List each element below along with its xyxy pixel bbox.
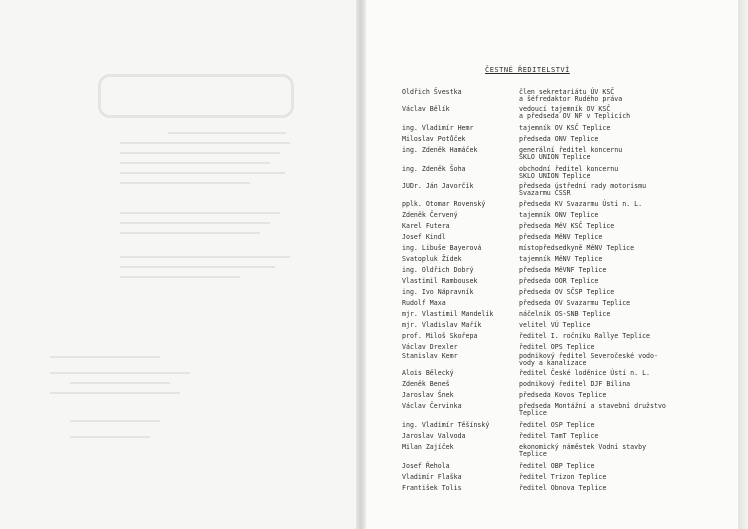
member-function: ředitel TamT Teplice [519,432,599,440]
member-function: ředitel Trizon Teplice [519,473,607,481]
member-function: ředitel Obnova Teplice [519,484,607,492]
show-through-line [120,222,270,224]
member-function: tajemník OV KSČ Teplice [519,124,611,132]
show-through-line [120,142,290,144]
member-name: Václav Drexler [402,343,458,351]
member-name: JUDr. Ján Javorčík [402,182,474,190]
member-function: velitel VÚ Teplice [519,321,591,329]
show-through-line [120,152,280,154]
left-page [0,0,360,529]
member-function: ekonomický náměstek Vodní stavby Teplice [519,443,647,459]
member-name: Milan Zajíček [402,443,454,451]
member-function: ředitel OSP Teplice [519,421,595,429]
member-function: člen sekretariátu ÚV KSČ a šéfredaktor Rudého práva [519,88,623,104]
member-function: tajemník MěNV Teplice [519,255,603,263]
member-function: předseda ONV Teplice [519,135,599,143]
member-name: mjr. Vladislav Mařík [402,321,482,329]
show-through-line [120,266,275,268]
member-name: Alois Bělecký [402,369,454,377]
member-name: Václav Červinka [402,402,462,410]
member-function: místopředsedkyně MěNV Teplice [519,244,635,252]
member-function: předseda OV SČSP Teplice [519,288,615,296]
member-function: předseda Kovos Teplice [519,391,607,399]
show-through-line [70,382,170,384]
show-through-line [120,212,280,214]
page-heading: ČESTNÉ ŘEDITELSTVÍ [485,66,570,74]
show-through-line [120,182,250,184]
member-function: náčelník OS-SNB Teplice [519,310,611,318]
show-through-line [168,132,286,134]
member-function: obchodní ředitel koncernu SKLO UNION Teplice [519,165,619,181]
show-through-line [120,162,270,164]
page-edge [738,0,748,529]
member-name: ing. Zdeněk Hamáček [402,146,478,154]
member-function: předseda MěNV Teplice [519,233,603,241]
member-name: Rudolf Maxa [402,299,446,307]
member-name: ing. Vladimír Hemr [402,124,474,132]
member-function: předseda OOR Teplice [519,277,599,285]
member-name: Karel Futera [402,222,450,230]
member-name: Vlastimil Rambousek [402,277,478,285]
member-name: ing. Libuše Bayerová [402,244,482,252]
member-name: Svatopluk Žídek [402,255,462,263]
member-function: podnikový ředitel Severočeské vodo- vody a kanalizace [519,352,658,368]
member-name: Stanislav Kemr [402,352,458,360]
show-through-line [70,436,150,438]
member-name: ing. Ivo Nápravník [402,288,474,296]
show-through-line [120,232,260,234]
show-through-line [50,356,160,358]
member-name: prof. Miloš Skořepa [402,332,478,340]
member-name: Václav Bělík [402,105,450,113]
show-through-line [70,420,160,422]
member-function: předseda OV Svazarmu Teplice [519,299,631,307]
member-function: ředitel OPS Teplice [519,343,595,351]
member-function: předseda Montážní a stavební družstvo Teplice [519,402,666,418]
member-name: ing. Vladimír Těšínský [402,421,490,429]
member-name: Vladimír Flaška [402,473,462,481]
show-through-line [120,256,290,258]
member-function: předseda MěV KSČ Teplice [519,222,615,230]
member-name: ing. Zdeněk Šoha [402,165,466,173]
member-name: Zdeněk Červený [402,211,458,219]
member-function: ředitel České loděnice Ústí n. L. [519,369,651,377]
member-function: předseda ústřední rady motorismu Svazarmu ČSSR [519,182,647,198]
member-name: Josef Řehola [402,462,450,470]
show-through-line [50,392,180,394]
member-name: Jaroslav Šnek [402,391,454,399]
member-name: Jaroslav Valvoda [402,432,466,440]
member-function: ředitel OBP Teplice [519,462,595,470]
member-function: předseda KV Svazarmu Ústí n. L. [519,200,643,208]
member-name: pplk. Otomar Rovenský [402,200,486,208]
member-function: ředitel I. ročníku Rallye Teplice [519,332,651,340]
show-through-line [50,372,190,374]
member-function: předseda MěVNF Teplice [519,266,607,274]
member-function: vedoucí tajemník OV KSČ a předseda OV NF v Teplicích [519,105,631,121]
member-name: ing. Oldřich Dobrý [402,266,474,274]
member-function: podnikový ředitel DJF Bílina [519,380,631,388]
show-through-logo [98,74,294,118]
show-through-line [120,276,240,278]
member-name: Miloslav Potůček [402,135,466,143]
member-name: Josef Kindl [402,233,446,241]
member-name: Oldřich Švestka [402,88,462,96]
show-through-line [120,172,285,174]
member-name: mjr. Vlastimil Mandelík [402,310,494,318]
member-function: generální ředitel koncernu SKLO UNION Teplice [519,146,623,162]
member-function: tajemník ONV Teplice [519,211,599,219]
member-name: Zdeněk Beneš [402,380,450,388]
book-gutter [356,0,366,529]
member-name: František Tolis [402,484,462,492]
